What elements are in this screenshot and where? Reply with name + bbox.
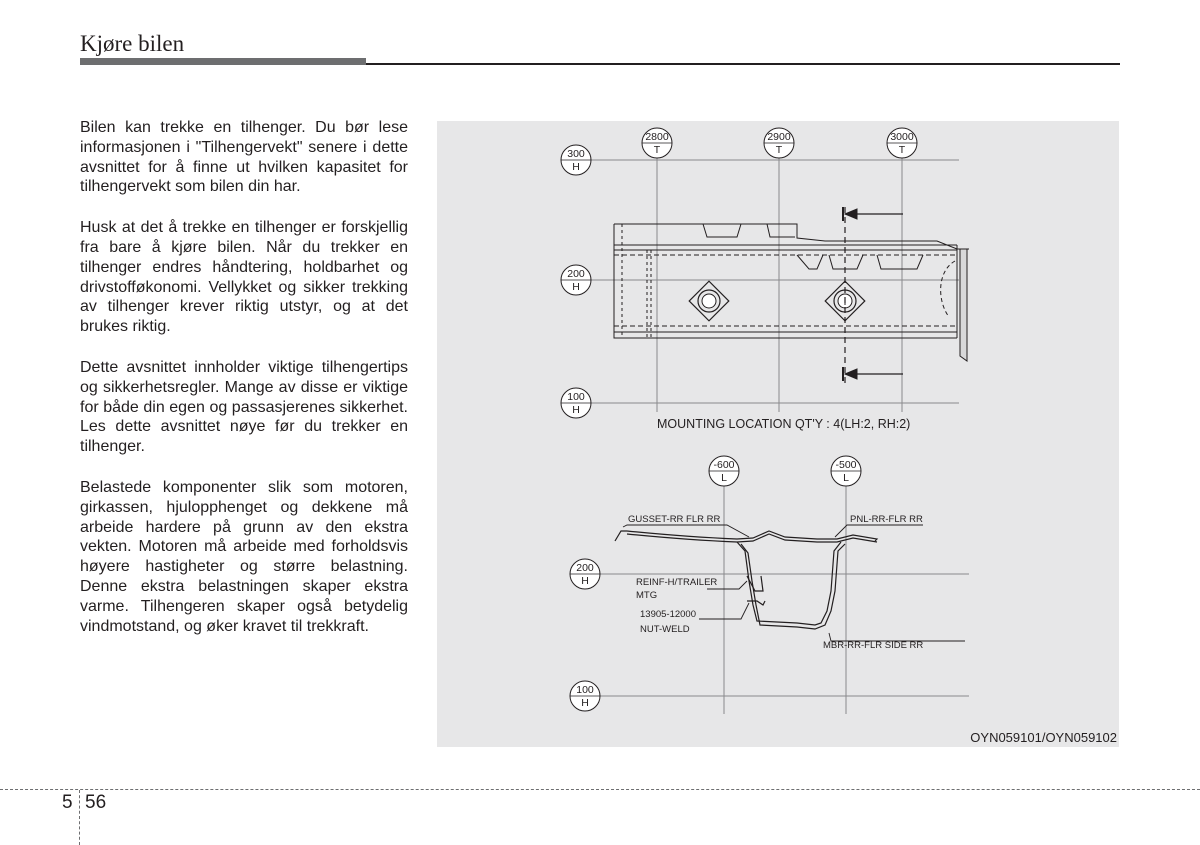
footer-rule xyxy=(0,789,1200,790)
label-reinf-line2: MTG xyxy=(636,590,658,601)
marker-l-minus-500-axis: L xyxy=(843,472,849,484)
marker-h-200-top-value: 200 xyxy=(567,268,585,280)
marker-h-100-bottom-value: 100 xyxy=(576,684,594,696)
body-text xyxy=(80,118,408,657)
marker-h-200-bottom xyxy=(570,559,600,589)
technical-figure xyxy=(437,121,1119,747)
marker-l-minus-500 xyxy=(831,456,861,486)
label-gusset: GUSSET-RR FLR RR xyxy=(628,514,721,525)
marker-h-100-bottom xyxy=(570,681,600,711)
label-member: MBR-RR-FLR SIDE RR xyxy=(823,640,924,651)
label-nut-line1: 13905-12000 xyxy=(640,609,696,620)
marker-h-300-value: 300 xyxy=(567,148,585,160)
footer-divider xyxy=(79,790,80,845)
marker-l-minus-600-axis: L xyxy=(721,472,727,484)
paragraph-handling: Husk at det å trekke en tilhenger er forskjellig fra bare å kjøre bilen. Når du trekker en tilhenger endres håndtering, holdbarhet og drivstofføkonomi. Vellykket og sikker trekking av tilhenger krever riktig utstyr, og at det brukes riktig. xyxy=(80,219,408,336)
paragraph-safety: Dette avsnittet innholder viktige tilhengertips og sikkerhetsregler. Mange av disse er viktige for både din egen og passasjerenes sikkerhet. Les dette avsnittet nøye før du trekker en tilhenger. xyxy=(80,358,408,456)
marker-h-100-top-value: 100 xyxy=(567,391,585,403)
marker-t-2900 xyxy=(764,128,794,158)
page-number: 56 xyxy=(85,792,107,813)
marker-l-minus-500-value: -500 xyxy=(835,459,857,471)
marker-t-2800-value: 2800 xyxy=(645,131,669,143)
marker-t-2900-value: 2900 xyxy=(767,131,791,143)
marker-h-200-top-axis: H xyxy=(572,281,580,293)
mounting-diagram xyxy=(437,121,1119,747)
label-nut-line2: NUT-WELD xyxy=(640,624,690,635)
marker-h-200-top xyxy=(561,265,591,295)
marker-h-300 xyxy=(561,145,591,175)
marker-l-minus-600-value: -600 xyxy=(713,459,735,471)
marker-h-200-bottom-axis: H xyxy=(581,575,589,587)
marker-h-300-axis: H xyxy=(572,161,580,173)
marker-h-100-top xyxy=(561,388,591,418)
marker-h-100-bottom-axis: H xyxy=(581,697,589,709)
label-reinf-line1: REINF-H/TRAILER xyxy=(636,577,718,588)
paragraph-load: Belastede komponenter slik som motoren, girkassen, hjulopphenget og dekkene må arbeide hardere på grunn av den ekstra vekten. Motoren må arbeide med forholdsvis høyere hastigheter og større belastning. Denne ekstra belastningen skaper ekstra varme. Tilhengeren skaper også betydelig vindmotstand, og øker kravet til trekkraft. xyxy=(80,478,408,635)
marker-t-3000-axis: T xyxy=(898,144,906,156)
mounting-caption: MOUNTING LOCATION QT'Y : 4(LH:2, RH:2) xyxy=(657,417,911,431)
chapter-number: 5 xyxy=(62,792,73,813)
mounting-boss-left xyxy=(689,281,729,321)
marker-t-2800-axis: T xyxy=(653,144,661,156)
marker-t-3000-value: 3000 xyxy=(890,131,914,143)
marker-t-3000 xyxy=(887,128,917,158)
marker-h-100-top-axis: H xyxy=(572,404,580,416)
header-rule xyxy=(366,63,1120,65)
page-header-title: Kjøre bilen xyxy=(80,31,185,56)
figure-code: OYN059101/OYN059102 xyxy=(970,730,1117,745)
paragraph-intro: Bilen kan trekke en tilhenger. Du bør lese informasjonen i "Tilhengervekt" senere i dette avsnittet for å finne ut hvilken kapasitet for tilhengervekt som bilen din har. xyxy=(80,119,408,196)
top-reference-lines xyxy=(591,156,959,412)
marker-t-2900-axis: T xyxy=(775,144,783,156)
marker-l-minus-600 xyxy=(709,456,739,486)
label-panel: PNL-RR-FLR RR xyxy=(850,514,923,525)
header-rule-accent xyxy=(80,58,366,65)
frame-beam xyxy=(614,224,969,361)
marker-t-2800 xyxy=(642,128,672,158)
marker-h-200-bottom-value: 200 xyxy=(576,562,594,574)
